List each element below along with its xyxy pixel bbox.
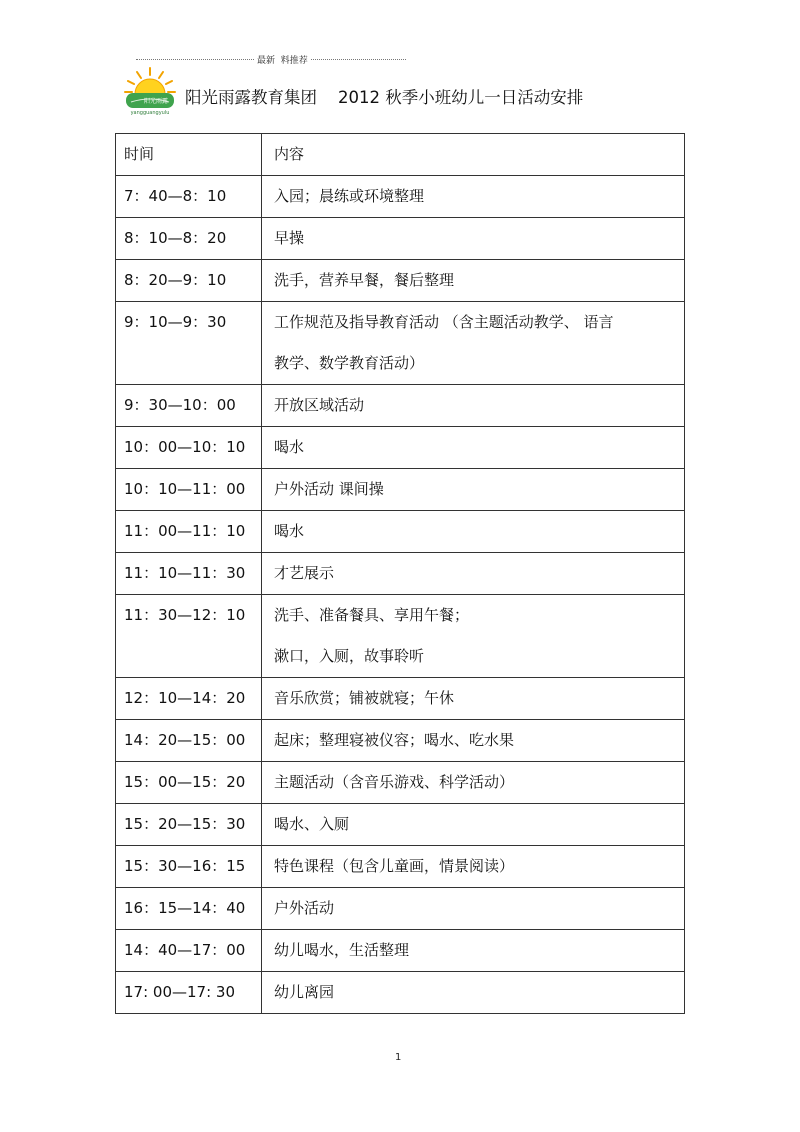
activity-cell bbox=[262, 762, 685, 804]
time-cell: 17: 00—17: 30 bbox=[116, 972, 262, 1014]
activity-cell bbox=[262, 260, 685, 302]
page-header bbox=[185, 86, 583, 110]
activity-cell bbox=[262, 678, 685, 720]
activity-line: 户外活动 课间操 bbox=[274, 480, 384, 498]
time-cell: 11：00—11：10 bbox=[116, 511, 262, 553]
activity-cell bbox=[262, 553, 685, 595]
table-row bbox=[116, 678, 685, 720]
activity-line: 洗手、准备餐具、享用午餐； bbox=[274, 606, 470, 624]
activity-line: 开放区域活动 bbox=[274, 396, 365, 414]
time-cell: 15：30—16：15 bbox=[116, 846, 262, 888]
activity-line: 音乐欣赏；铺被就寝；午休 bbox=[274, 689, 455, 707]
time-cell: 14：40—17：00 bbox=[116, 930, 262, 972]
activity-line: 漱口，入厕，故事聆听 bbox=[274, 647, 425, 665]
activity-line: 早操 bbox=[274, 229, 305, 247]
table-row bbox=[116, 469, 685, 511]
activity-cell bbox=[262, 427, 685, 469]
activity-line: 教学、数学教育活动） bbox=[274, 354, 425, 372]
table-row bbox=[116, 930, 685, 972]
time-cell: 9：30—10：00 bbox=[116, 385, 262, 427]
activity-line: 喝水 bbox=[274, 438, 305, 456]
activity-cell bbox=[262, 511, 685, 553]
sunshine-logo-icon bbox=[120, 66, 180, 116]
activity-cell bbox=[262, 888, 685, 930]
activity-cell bbox=[262, 846, 685, 888]
time-cell: 15：20—15：30 bbox=[116, 804, 262, 846]
time-cell: 14：20—15：00 bbox=[116, 720, 262, 762]
table-row bbox=[116, 260, 685, 302]
table-row bbox=[116, 720, 685, 762]
activity-line: 起床；整理寝被仪容；喝水、吃水果 bbox=[274, 731, 515, 749]
activity-line: 才艺展示 bbox=[274, 564, 335, 582]
activity-line: 主题活动（含音乐游戏、科学活动） bbox=[274, 773, 515, 791]
table-row bbox=[116, 511, 685, 553]
activity-cell bbox=[262, 218, 685, 260]
activity-cell bbox=[262, 972, 685, 1014]
activity-line: 入园；晨练或环境整理 bbox=[274, 187, 425, 205]
activity-line: 特色课程（包含儿童画，情景阅读） bbox=[274, 857, 515, 875]
page-title: 2012 秋季小班幼儿一日活动安排 bbox=[337, 88, 584, 107]
header-top-label: 最新 料推荐 bbox=[254, 55, 311, 67]
svg-text:yangguangyulu: yangguangyulu bbox=[130, 110, 170, 116]
activity-cell bbox=[262, 176, 685, 218]
activity-line: 喝水 bbox=[274, 522, 305, 540]
activity-line: 喝水、入厕 bbox=[274, 815, 350, 833]
schedule-table bbox=[115, 133, 685, 1014]
time-cell: 8：10—8：20 bbox=[116, 218, 262, 260]
activity-line: 幼儿离园 bbox=[274, 983, 335, 1001]
time-cell: 10：10—11：00 bbox=[116, 469, 262, 511]
table-row bbox=[116, 553, 685, 595]
time-cell: 10：00—10：10 bbox=[116, 427, 262, 469]
activity-line: 工作规范及指导教育活动 （含主题活动教学、 语言 bbox=[274, 313, 614, 331]
table-row bbox=[116, 427, 685, 469]
column-header-content: 内容 bbox=[262, 134, 685, 176]
activity-cell bbox=[262, 385, 685, 427]
table-row bbox=[116, 804, 685, 846]
table-row bbox=[116, 888, 685, 930]
activity-line: 户外活动 bbox=[274, 899, 335, 917]
table-row bbox=[116, 176, 685, 218]
column-header-time: 时间 bbox=[116, 134, 262, 176]
table-row bbox=[116, 218, 685, 260]
time-cell: 9：10—9：30 bbox=[116, 302, 262, 385]
page-number: 1 bbox=[395, 1052, 402, 1063]
time-cell: 7：40—8：10 bbox=[116, 176, 262, 218]
table-row bbox=[116, 595, 685, 678]
activity-cell bbox=[262, 595, 685, 678]
table-row bbox=[116, 846, 685, 888]
activity-cell bbox=[262, 302, 685, 385]
table-row bbox=[116, 972, 685, 1014]
organization-name: 阳光雨露教育集团 bbox=[185, 88, 317, 107]
activity-cell bbox=[262, 930, 685, 972]
table-row bbox=[116, 762, 685, 804]
table-row bbox=[116, 302, 685, 385]
activity-cell bbox=[262, 469, 685, 511]
activity-cell bbox=[262, 804, 685, 846]
activity-line: 幼儿喝水，生活整理 bbox=[274, 941, 410, 959]
time-cell: 8：20—9：10 bbox=[116, 260, 262, 302]
time-cell: 16：15—14：40 bbox=[116, 888, 262, 930]
table-header-row bbox=[116, 134, 685, 176]
activity-line: 洗手，营养早餐，餐后整理 bbox=[274, 271, 455, 289]
time-cell: 11：10—11：30 bbox=[116, 553, 262, 595]
svg-text:阳光雨露: 阳光雨露 bbox=[143, 98, 169, 105]
table-row bbox=[116, 385, 685, 427]
time-cell: 12：10—14：20 bbox=[116, 678, 262, 720]
time-cell: 15：00—15：20 bbox=[116, 762, 262, 804]
time-cell: 11：30—12：10 bbox=[116, 595, 262, 678]
activity-cell bbox=[262, 720, 685, 762]
